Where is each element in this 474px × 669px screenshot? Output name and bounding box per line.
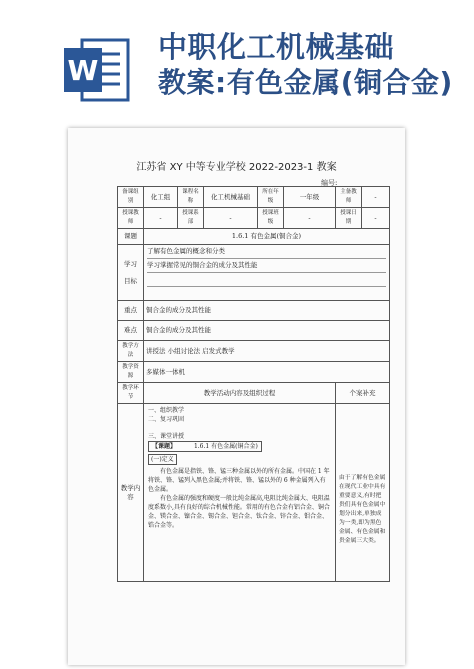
header-title-line2: 教案:有色金属(铜合金): [158, 66, 453, 99]
date-value: -: [362, 208, 390, 229]
section-title: (一)定义: [148, 454, 177, 465]
dept-value: -: [204, 208, 258, 229]
paragraph-1: 有色金属是指铁、铬、锰三种金属以外的所有金属。中国在 1 年将铁、铬、锰列入黑色金属;并将铁、铬、锰以外的 6 种金属列入有色金属。: [148, 468, 330, 493]
method-label: 教学方法: [118, 341, 144, 362]
key-point-label: 重点: [118, 301, 144, 321]
resource-value: 多媒体一体机: [144, 362, 390, 383]
doc-title: 江苏省 XY 中等专业学校 2022-2023-1 教案: [136, 162, 337, 173]
goal-label-line2: 目标: [124, 276, 137, 285]
process-header: 教学活动内容及组织过程: [144, 383, 336, 404]
lesson-tag: 【课题】: [152, 443, 177, 450]
course-value: 化工机械基础: [204, 187, 258, 208]
course-label: 课程名称: [178, 187, 204, 208]
date-label: 授课日期: [336, 208, 362, 229]
doc-number-label: 编号:: [321, 179, 338, 187]
dept-label: 授课系部: [178, 208, 204, 229]
topic-value: 1.6.1 有色金属(铜合金): [144, 229, 390, 245]
method-value: 讲授法 小组讨论法 启发式教学: [144, 341, 390, 362]
teacher-value: -: [144, 208, 178, 229]
step-item: 一、组织教学: [148, 407, 185, 414]
promo-header: [0, 0, 474, 118]
step-item: 三、课堂讲授: [148, 433, 185, 440]
lead-teacher-label: 主备教师: [336, 187, 362, 208]
lesson-plan-table: [117, 186, 390, 582]
topic-label: 课题: [118, 229, 144, 245]
difficulty-value: 铜合金的成分及其性能: [144, 321, 390, 341]
goal-list: [144, 245, 390, 301]
content-label: 教学内容: [118, 404, 144, 582]
document-page: [68, 128, 405, 665]
lead-teacher-value: -: [362, 187, 390, 208]
goal-label-line1: 学习: [124, 259, 137, 268]
group-value: 化工组: [144, 187, 178, 208]
goal-item: 学习掌握常见的铜合金的成分及其性能: [147, 259, 386, 273]
grade-label: 所在年级: [258, 187, 284, 208]
class-value: -: [284, 208, 336, 229]
lesson-title-box: [148, 441, 262, 452]
class-label: 授课班级: [258, 208, 284, 229]
grade-value: 一年级: [284, 187, 336, 208]
difficulty-label: 难点: [118, 321, 144, 341]
content-body: [144, 404, 336, 582]
header-title-line1: 中职化工机械基础: [158, 30, 395, 64]
lesson-title: 1.6.1 有色金属(铜合金): [193, 443, 258, 450]
paragraph-2: 有色金属的强度和硬度一般比纯金属高,电阻比纯金属大、电阻温度系数小,具有良好的综合机械性能。常用的有色合金有铝合金、铜合金、镁合金、镍合金、锡合金、钽合金、钛合金、锌合金、钼合金、锆合金等。: [148, 495, 330, 529]
goal-item: [147, 273, 386, 287]
goal-label: [118, 245, 144, 301]
supplement-header: 个案补充: [336, 383, 390, 404]
process-label: 教学环节: [118, 383, 144, 404]
goal-item: 了解有色金属的概念和分类: [147, 245, 386, 259]
resource-label: 教学资源: [118, 362, 144, 383]
teacher-label: 授课教师: [118, 208, 144, 229]
goal-item: [147, 287, 386, 300]
supplement-note: 由于了解有色金属在现代工业中具有重要意义,有时把贵们具有色金属中划分出来,单独成为一类,即为黑色金属、有色金属和贵金属三大类。: [336, 404, 390, 582]
group-label: 备课组别: [118, 187, 144, 208]
word-document-icon: [62, 34, 134, 106]
word-icon-letter: W: [67, 54, 99, 87]
key-point-value: 铜合金的成分及其性能: [144, 301, 390, 321]
step-item: 二、复习巩固: [148, 416, 185, 423]
